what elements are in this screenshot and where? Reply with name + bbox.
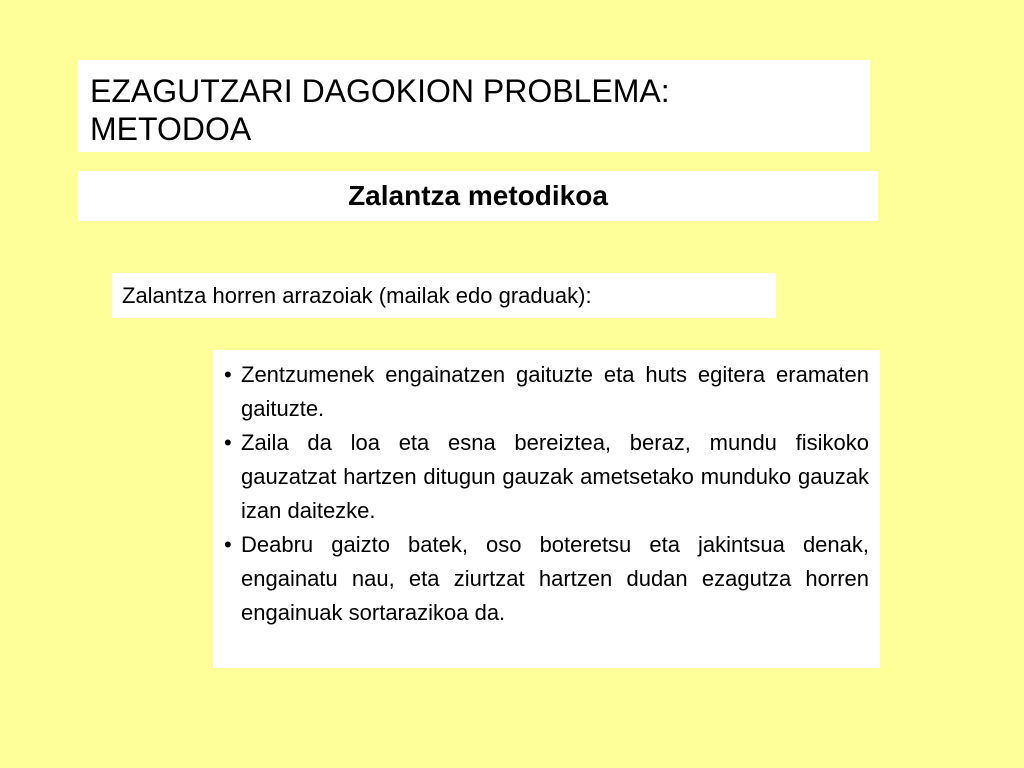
slide-title-line-1: EZAGUTZARI DAGOKION PROBLEMA: bbox=[90, 73, 670, 109]
bullet-point-icon: • bbox=[224, 362, 232, 387]
bullet-point-icon: • bbox=[224, 430, 232, 455]
bullet-item-dream bbox=[222, 426, 869, 528]
title-box bbox=[78, 60, 870, 152]
bullet-point-icon: • bbox=[224, 532, 232, 557]
reasons-heading: Zalantza horren arrazoiak (mailak edo graduak): bbox=[122, 283, 592, 308]
bullet-text: Deabru gaizto batek, oso boteretsu eta jakintsua denak, engainatu nau, eta ziurtzat hartzen dudan ezagutza horren engainuak sortarazikoa da. bbox=[241, 532, 869, 625]
reasons-heading-box bbox=[112, 273, 776, 318]
bullet-text: Zentzumenek engainatzen gaituzte eta huts egitera eramaten gaituzte. bbox=[241, 362, 869, 421]
slide-subtitle: Zalantza metodikoa bbox=[348, 180, 608, 211]
bullet-item-evil-demon bbox=[222, 528, 869, 630]
bullet-list-box bbox=[213, 350, 880, 668]
bullet-text: Zaila da loa eta esna bereiztea, beraz, mundu fisikoko gauzatzat hartzen ditugun gauzak ametsetako munduko gauzak izan daitezke. bbox=[241, 430, 869, 523]
slide-title-line-2: METODOA bbox=[90, 111, 252, 147]
subtitle-box bbox=[78, 171, 878, 221]
bullet-item-senses bbox=[222, 358, 869, 426]
